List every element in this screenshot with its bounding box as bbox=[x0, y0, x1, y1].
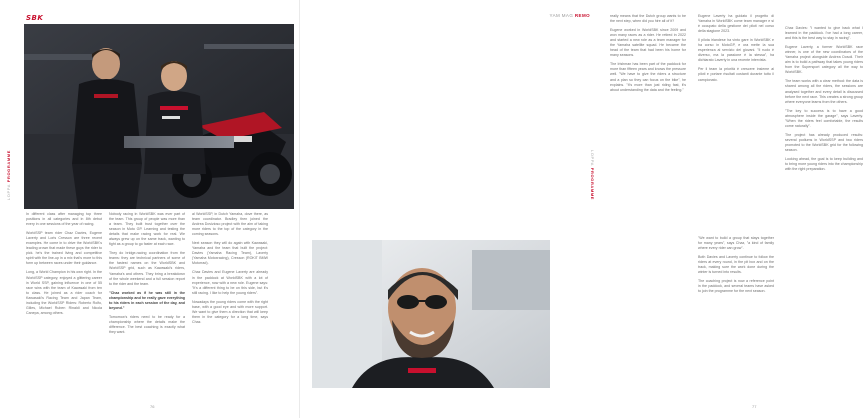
magazine-name: YAM MAG bbox=[549, 13, 574, 18]
left-side-label bbox=[6, 150, 11, 200]
rider-coach-photo bbox=[312, 240, 550, 388]
right-page bbox=[300, 0, 863, 418]
right-side-label-accent: PROGRAMME bbox=[590, 167, 595, 201]
right-col4-para: The coaching project is now a reference point in the paddock, and several teams have asked to join the programme for the next season. bbox=[698, 279, 774, 294]
left-col2-para: They do bridge-racing coordination from the teams: they are technical partners of some of the fastest names on the WorldSBK and WorldSSP grid, such as Kawasaki's riders, Yamaha's and others. They bring a breakdown of the whole weekend and a full session report to the rider and the team. bbox=[109, 251, 185, 286]
right-col3-para: Chaz Davies: "I wanted to give back what I learned in the paddock. I've had a long career, and this is the best way to stay in racing". bbox=[785, 26, 863, 41]
right-col3-para: Eugene Laverty, a former WorldSBK race winner, is one of the new coordinators of the Yamaha project alongside Andrea Dosoli. Their aim is to build a pathway that takes young riders from the Supersport category all the way to WorldSBK. bbox=[785, 45, 863, 75]
left-col2-para: Tomorrow's riders need to be ready for a championship where the details make the difference. The best coaching is exactly what they want. bbox=[109, 314, 185, 334]
right-col3-para: The team works with a clear method: the data is shared among all the riders, the sessions are analysed together and every detail is discussed before the next race. This creates a strong group where everyone learns from the others. bbox=[785, 79, 863, 104]
right-column-1 bbox=[610, 14, 686, 234]
right-page-number: 77 bbox=[752, 404, 757, 409]
right-col1-para: Eugene worked in WorldSBK since 2009 and won many races as a rider. He retired in 2022 and started a new role as a team manager for the Yamaha satellite squad. He became the head of the team that had been his home for many seasons. bbox=[610, 28, 686, 58]
left-col2-para: Nobody racing in WorldSBK was ever part of the team. This group of people was more than a team. They built trust together over the season in Moto GP. Learning and testing the details that make racing work for real. We always grew up on the same track, wanting to fight as a group to go faster at each race. bbox=[109, 212, 185, 247]
right-col3-para: Looking ahead, the goal is to keep building and to bring more young riders into the championship with the right preparation. bbox=[785, 157, 863, 172]
right-col3-para: "The key to success is to have a good atmosphere inside the garage", says Laverty. "When the riders feel comfortable, the results come naturally". bbox=[785, 108, 863, 128]
right-col2-para: Per il team la priorità è crescere insieme ai piloti e portare risultati costanti durante tutto il campionato. bbox=[698, 67, 774, 82]
left-col3-para: Next season they will do again with Kawasaki, Yamaha and the team that built the project: Davies (Yamaha Racing Team), Laverty (Yamaha Motoxracing), Cresson (ROKiT BMW Motorrad). bbox=[192, 241, 268, 266]
right-col3-para: The project has already produced results: several podiums in WorldSSP and two riders promoted to the WorldSBK grid for the following season. bbox=[785, 132, 863, 152]
left-col3-para: al WorldSSP, in Dutch Yamaha, dove there, as team coordinator. Bradley then joined the Andrea Dovizioso project with the aim of taking more riders to the top of the category in the coming seasons. bbox=[192, 212, 268, 237]
right-col4-para: "We want to build a group that stays together for many years", says Chaz, "a kind of family where every rider can grow". bbox=[698, 236, 774, 251]
riders-photo bbox=[24, 24, 294, 209]
right-column-2 bbox=[698, 14, 774, 234]
right-column-4 bbox=[698, 236, 774, 402]
left-side-label-accent: PROGRAMME bbox=[6, 150, 11, 183]
left-page-number: 76 bbox=[150, 404, 155, 409]
right-side-label-prefix: LOPPA bbox=[590, 150, 595, 167]
left-side-label-prefix: LOPPA bbox=[6, 184, 11, 201]
riders-photo-image bbox=[24, 24, 294, 209]
right-col4-para: Both Davies and Laverty continue to follow the riders at every round, in the pit box and on the track, making sure the work done during the winter is turned into results. bbox=[698, 255, 774, 275]
right-side-label bbox=[590, 150, 595, 200]
left-column-2 bbox=[109, 212, 185, 402]
right-col2-para: Il pilota irlandese ha vinto gare in WorldSBK e ha corso in MotoGP, e ora mette la sua esperienza al servizio dei giovani. "Il ruolo è diverso, ma la passione è la stessa", ha dichiarato Laverty in una recente intervista. bbox=[698, 38, 774, 63]
left-col1-para: WorldSSP team rider Chaz Davies, Eugene Laverty and Loris Cresson are three recent examples. He come in to drive the WorldSBK's leading crown that made these guys the rider to pick. he's the trained living and competitive spirit with the line-up in a mix that's more to this form up between races under their guidance. bbox=[26, 231, 102, 266]
rider-coach-photo-image bbox=[312, 240, 550, 388]
left-col2-quote: "Chaz worked as if he was still in the championship and he really gave everything to his riders in each session of the day, and beyond." bbox=[109, 290, 185, 310]
right-col1-para: really means that the Dutch group wants to be the next step, when did you hire all of it? bbox=[610, 14, 686, 24]
left-page bbox=[0, 0, 300, 418]
sbk-logo: SBK bbox=[26, 14, 44, 22]
right-col2-para: Eugene Laverty ha guidato il progetto di Yamaha in WorldSBK come team manager e si è occupato della gestione dei piloti nel corso della stagione 2023. bbox=[698, 14, 774, 34]
magazine-section: REMO bbox=[574, 13, 590, 18]
left-col1-para: Long, a World Champion in his own right. In the WorldSSP category, enjoyed a glittering career in World SSP, gaining influence in one of 55 race wins with the team of Kawasaki from ten to class. He joined as a rider coach for Kawasaki's Racing Team and Japan Team, including the WorldSSP Riders: Roberto Rolfo, Gilles, Michael Ruben Rinaldi and Nicola Canepa, among others. bbox=[26, 270, 102, 315]
left-col3-para: Chaz Davies and Eugene Laverty are already in the paddock at WorldSBK with a lot of experience, now with a new role. Eugene says: "It's a different thing to be on this side, but it's still racing. I like to help the young riders". bbox=[192, 270, 268, 295]
left-column-3 bbox=[192, 212, 268, 402]
magazine-header bbox=[550, 13, 590, 18]
right-col1-para: The Irishman has been part of the paddock for more than fifteen years and knows the pressure well. "We have to give the riders a structure and a plan so they can focus on the bike", he explains. "It's more than just riding fast, it's about understanding the data and the feeling." bbox=[610, 62, 686, 92]
left-col1-para: In different class after managing top three positions in all categories and in 8th debut every in one sessions of the year of racing. bbox=[26, 212, 102, 227]
right-column-3 bbox=[785, 26, 863, 406]
left-column-1 bbox=[26, 212, 102, 402]
left-col3-para: Nowadays the young riders come with the right base, with a good eye and with more support. We want to give them a direction that will keep them in the category for a long time, says Chaz. bbox=[192, 299, 268, 324]
